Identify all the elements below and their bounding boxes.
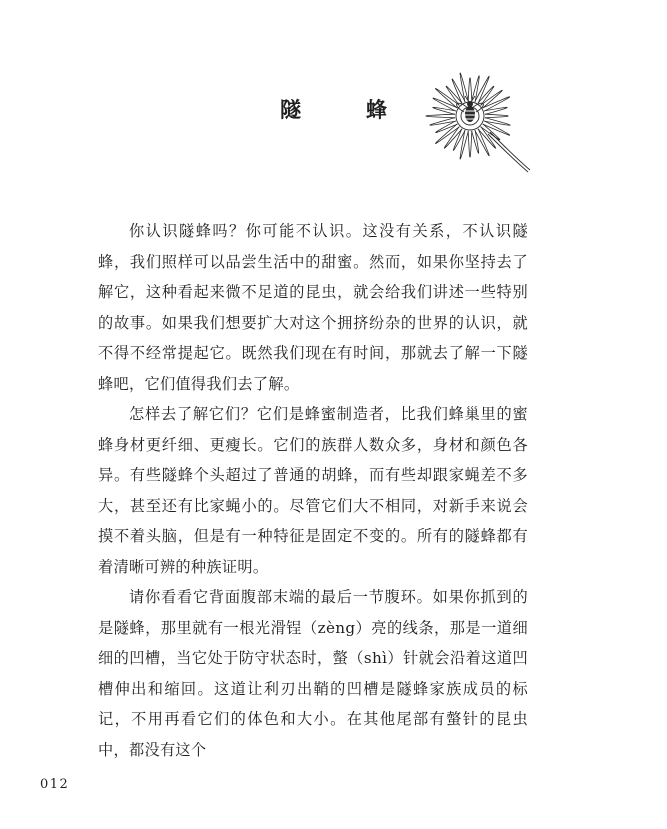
petal — [430, 118, 456, 126]
petal — [472, 76, 480, 102]
paragraph-1: 你认识隧蜂吗？你可能不认识。这没有关系，不认识隧蜂，我们照样可以品尝生活中的甜蜜。然而，如果你坚持去了解它，这种看起来微不足道的昆虫，就会给我们讲述一些特别的故事。如果我们想要扩大对这个拥挤纷杂的世界的认识，就不得不经常提起它。既然我们现在有时间，那就去了解一下隧蜂吧，它们值得我们去了解。 — [98, 222, 528, 393]
petal — [478, 127, 496, 149]
body-text — [98, 216, 528, 765]
petal — [485, 114, 508, 118]
page-number: 012 — [40, 777, 70, 792]
petal — [426, 114, 455, 118]
petal — [460, 73, 468, 102]
petal — [478, 86, 494, 105]
petal — [446, 86, 462, 105]
petal — [444, 127, 462, 149]
petal — [460, 130, 468, 159]
paragraph-2: 怎样去了解它们？它们是蜂蜜制造者，比我们蜂巢里的蜜蜂身材更纤细、更瘦长。它们的族群人数众多，身材和颜色各异。有些隧蜂个头超过了普通的胡蜂，而有些却跟家蝇差不多大，甚至还有比家蝇小的。尽管它们大不相同，对新手来说会摸不着头脑，但是有一种特征是固定不变的。所有的隧蜂都有着清晰可辨的种族证明。 — [98, 405, 528, 576]
flower-with-bee-icon — [418, 68, 534, 176]
petal — [472, 130, 479, 153]
petal — [484, 118, 510, 126]
petal — [484, 107, 507, 114]
petal — [433, 107, 456, 114]
petal — [468, 131, 472, 157]
petal — [435, 124, 459, 144]
chapter-title: 隧 蜂 — [280, 97, 409, 122]
paragraph-3: 请你看看它背面腹部末端的最后一节腹环。如果你抓到的是隧蜂，那里就有一根光滑锃（zèng）亮的线条，那是一道细细的凹槽，当它处于防守状态时，螫（shì）针就会沿着这道凹槽伸出和缩回。这道让利刃出鞘的凹槽是隧蜂家族成员的标记，不用再看它们的体色和大小。在其他尾部有螫针的昆虫中，都没有这个 — [98, 588, 528, 759]
petal — [468, 78, 472, 101]
petal — [435, 88, 459, 108]
petal — [481, 90, 503, 108]
